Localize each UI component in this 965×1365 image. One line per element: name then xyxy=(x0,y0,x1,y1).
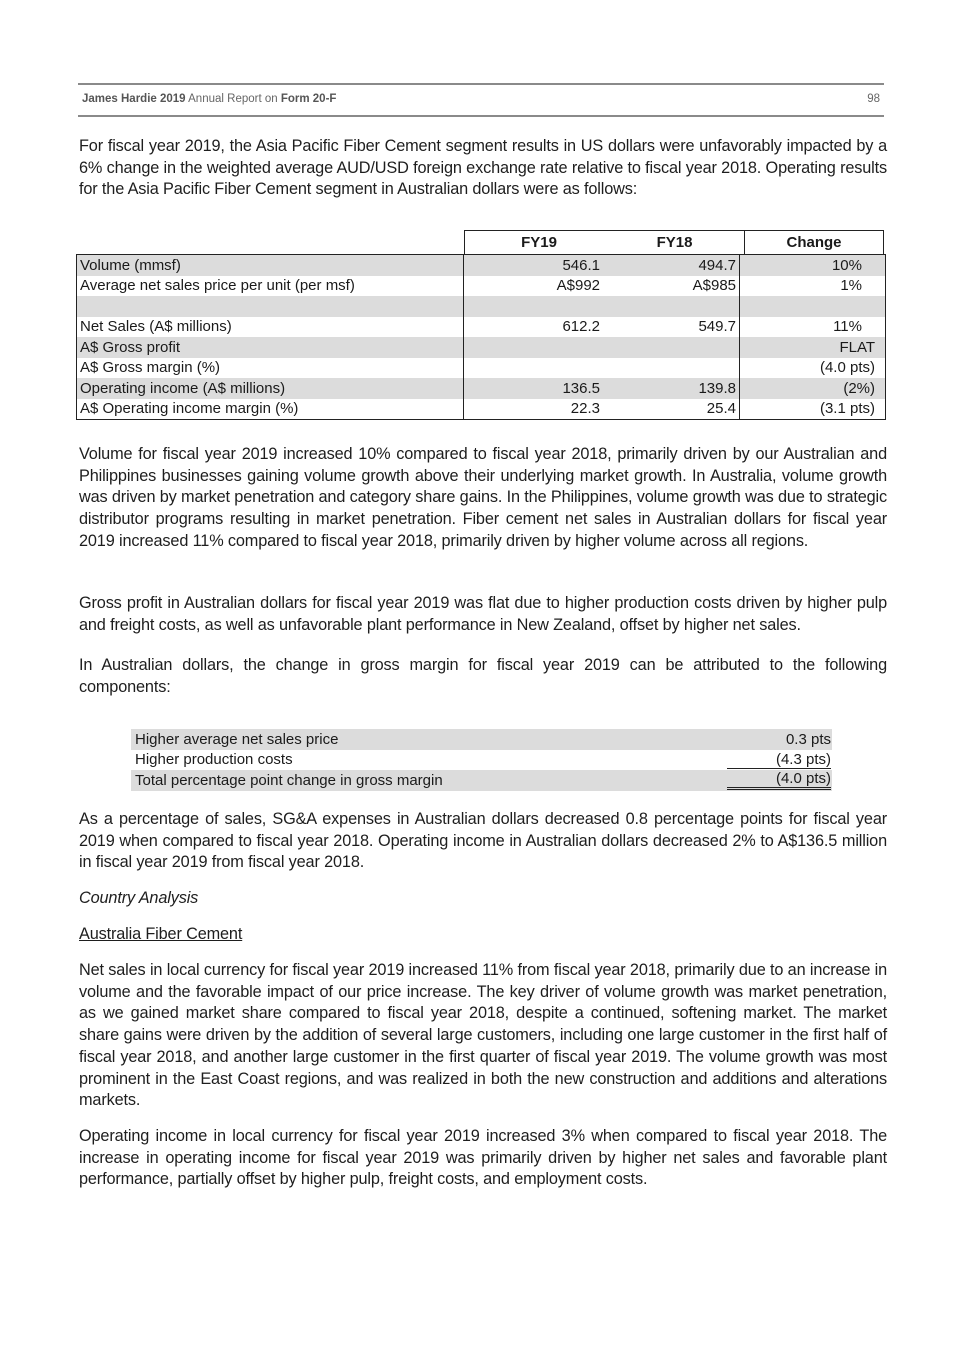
row-label: Higher average net sales price xyxy=(135,730,339,748)
fy18-value: A$985 xyxy=(600,276,740,297)
change-value: (4.0 pts) xyxy=(819,359,875,377)
row-label: Average net sales price per unit (per msf) xyxy=(77,276,464,297)
fy19-value: 136.5 xyxy=(562,379,600,397)
table-row xyxy=(77,317,885,338)
fy19-value: 612.2 xyxy=(562,318,600,336)
fy18-value xyxy=(600,296,740,317)
header-bottom-rule xyxy=(78,115,884,117)
gross-margin-intro-paragraph: In Australian dollars, the change in gross margin for fiscal year 2019 can be attributed to the following components: xyxy=(79,656,887,696)
col-fy19: FY19 xyxy=(521,234,557,251)
change-value: 11% xyxy=(833,318,862,336)
gross-profit-paragraph: Gross profit in Australian dollars for fiscal year 2019 was flat due to higher production costs driven by higher pulp and freight costs, as well as unfavorable plant performance in New Zealand, offset by higher net sales. xyxy=(79,594,887,634)
table-row xyxy=(77,296,885,317)
table-row xyxy=(77,276,885,297)
table-row xyxy=(131,729,832,750)
change-value: (3.1 pts) xyxy=(819,400,875,418)
page-header xyxy=(82,93,880,105)
fy19-value: A$992 xyxy=(556,277,600,295)
fy18-value: 549.7 xyxy=(600,317,740,338)
change-value: (2%) xyxy=(843,379,875,397)
net-sales-local-paragraph: Net sales in local currency for fiscal year 2019 increased 11% from fiscal year 2018, primarily due to an increase in volume and the favorable impact of our price increase. The key driver of volume growth was market penetration, as we gained market share compared to fiscal year 2018, despite a continued, softening market. The market share gains were driven by the addition of several large customers, including one large customer in the first half of fiscal year 2018, and another large customer in the first quarter of fiscal year 2019. The volume growth was most prominent in the East Coast regions, and was realized in both the new construction and additions and alterations markets. xyxy=(79,961,887,1110)
page-number: 98 xyxy=(867,93,880,105)
table-row xyxy=(77,358,885,379)
row-value: (4.0 pts) xyxy=(727,770,831,790)
row-value: (4.3 pts) xyxy=(727,751,831,769)
operating-income-local-paragraph: Operating income in local currency for fiscal year 2019 increased 3% when compared to fiscal year 2018. The increase in operating income for fiscal year 2019 was primarily driven by higher net sales and favorable plant performance, partially offset by higher pulp, freight costs, and employment costs. xyxy=(79,1127,887,1189)
row-label: Net Sales (A$ millions) xyxy=(77,317,464,338)
form-name: Form 20-F xyxy=(280,93,337,105)
gross-margin-table xyxy=(131,729,832,791)
fy19-value: 22.3 xyxy=(570,400,600,418)
row-label: Higher production costs xyxy=(135,751,293,769)
fy18-value: 25.4 xyxy=(600,399,740,420)
row-value: 0.3 pts xyxy=(785,730,831,748)
row-label: A$ Gross margin (%) xyxy=(77,358,464,379)
results-table-header xyxy=(464,230,884,254)
row-label: A$ Gross profit xyxy=(77,337,464,358)
fy19-value: 546.1 xyxy=(562,256,600,274)
report-title-middle: Annual Report on xyxy=(185,93,281,105)
sga-paragraph: As a percentage of sales, SG&A expenses in Australian dollars decreased 0.8 percentage points for fiscal year 2019 when compared to fiscal year 2018. Operating income in Australian dollars decreased 2% to A$136.5 million in fiscal year 2019 from fiscal year 2018. xyxy=(79,810,887,872)
row-label xyxy=(77,296,464,317)
table-row xyxy=(77,255,885,276)
table-row xyxy=(77,378,885,399)
report-title xyxy=(82,93,336,105)
row-label: Operating income (A$ millions) xyxy=(77,378,464,399)
table-row xyxy=(131,750,832,771)
col-change: Change xyxy=(786,234,842,251)
change-value: FLAT xyxy=(839,338,875,356)
col-fy18: FY18 xyxy=(605,231,745,254)
country-analysis-heading: Country Analysis xyxy=(79,889,199,907)
company-name: James Hardie 2019 xyxy=(82,93,186,105)
header-top-rule xyxy=(78,83,884,85)
fy18-value: 494.7 xyxy=(600,255,740,276)
table-row xyxy=(77,399,885,420)
fy18-value xyxy=(600,337,740,358)
row-label: Total percentage point change in gross margin xyxy=(135,771,443,789)
intro-paragraph: For fiscal year 2019, the Asia Pacific Fiber Cement segment results in US dollars were unfavorably impacted by a 6% change in the weighted average AUD/USD foreign exchange rate relative to fiscal year 2018. Operating results for the Asia Pacific Fiber Cement segment in Australian dollars were as follows: xyxy=(79,137,887,199)
table-row xyxy=(77,337,885,358)
fy18-value xyxy=(600,358,740,379)
change-value: 10% xyxy=(831,256,862,274)
table-row xyxy=(131,770,832,791)
row-label: A$ Operating income margin (%) xyxy=(77,399,464,420)
change-value: 1% xyxy=(840,277,862,295)
results-table-body xyxy=(76,254,886,420)
row-label: Volume (mmsf) xyxy=(77,255,464,276)
fy18-value: 139.8 xyxy=(600,378,740,399)
volume-paragraph: Volume for fiscal year 2019 increased 10% compared to fiscal year 2018, primarily driven by our Australian and Philippines businesses gaining volume growth above their underlying market growth. In Australia, volume growth was driven by market penetration and category share gains. In the Philippines, volume growth was due to strategic distributor programs resulting in market penetration. Fiber cement net sales in Australian dollars for fiscal year 2019 increased 11% compared to fiscal year 2018, primarily driven by higher volume across all regions. xyxy=(79,445,887,550)
australia-fiber-cement-heading: Australia Fiber Cement xyxy=(79,925,243,943)
